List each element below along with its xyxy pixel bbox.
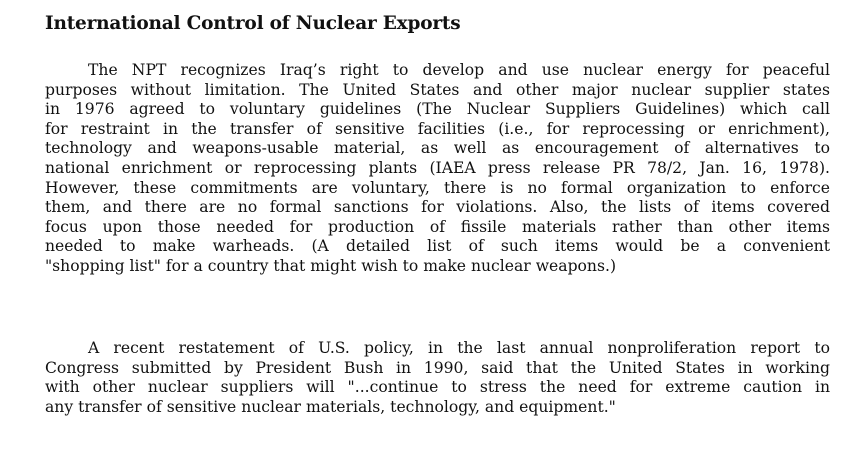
- paragraph-line: any transfer of sensitive nuclear materials, technology, and equipment.": [45, 397, 616, 416]
- paragraph-line: focus upon those needed for production of fissile materials rather than other items: [45, 217, 830, 236]
- paragraph-us-policy: [45, 339, 830, 417]
- paragraph-line: with other nuclear suppliers will "...continue to stress the need for extreme caution in: [45, 378, 830, 397]
- paragraph-line: "shopping list" for a country that might wish to make nuclear weapons.): [45, 256, 617, 275]
- paragraph-line: However, these commitments are voluntary, there is no formal organization to enforce: [45, 178, 830, 197]
- paragraph-line: for restraint in the transfer of sensitive facilities (i.e., for reprocessing or enrichment),: [45, 119, 830, 138]
- paragraph-line: Congress submitted by President Bush in 1990, said that the United States in working: [45, 358, 830, 377]
- paragraph-line: A recent restatement of U.S. policy, in the last annual nonproliferation report to: [88, 339, 830, 357]
- paragraph-line: technology and weapons-usable material, as well as encouragement of alternatives to: [45, 139, 830, 158]
- paragraph-npt-guidelines: [45, 61, 830, 277]
- paragraph-line: The NPT recognizes Iraq’s right to develop and use nuclear energy for peaceful: [88, 61, 830, 79]
- paragraph-line: in 1976 agreed to voluntary guidelines (The Nuclear Suppliers Guidelines) which call: [45, 100, 830, 119]
- paragraph-line: them, and there are no formal sanctions for violations. Also, the lists of items covered: [45, 198, 830, 217]
- section-heading: International Control of Nuclear Exports: [45, 13, 461, 34]
- paragraph-line: purposes without limitation. The United States and other major nuclear supplier states: [45, 80, 830, 99]
- paragraph-line: national enrichment or reprocessing plants (IAEA press release PR 78/2, Jan. 16, 1978).: [45, 158, 830, 177]
- paragraph-line: needed to make warheads. (A detailed list of such items would be a convenient: [45, 237, 830, 256]
